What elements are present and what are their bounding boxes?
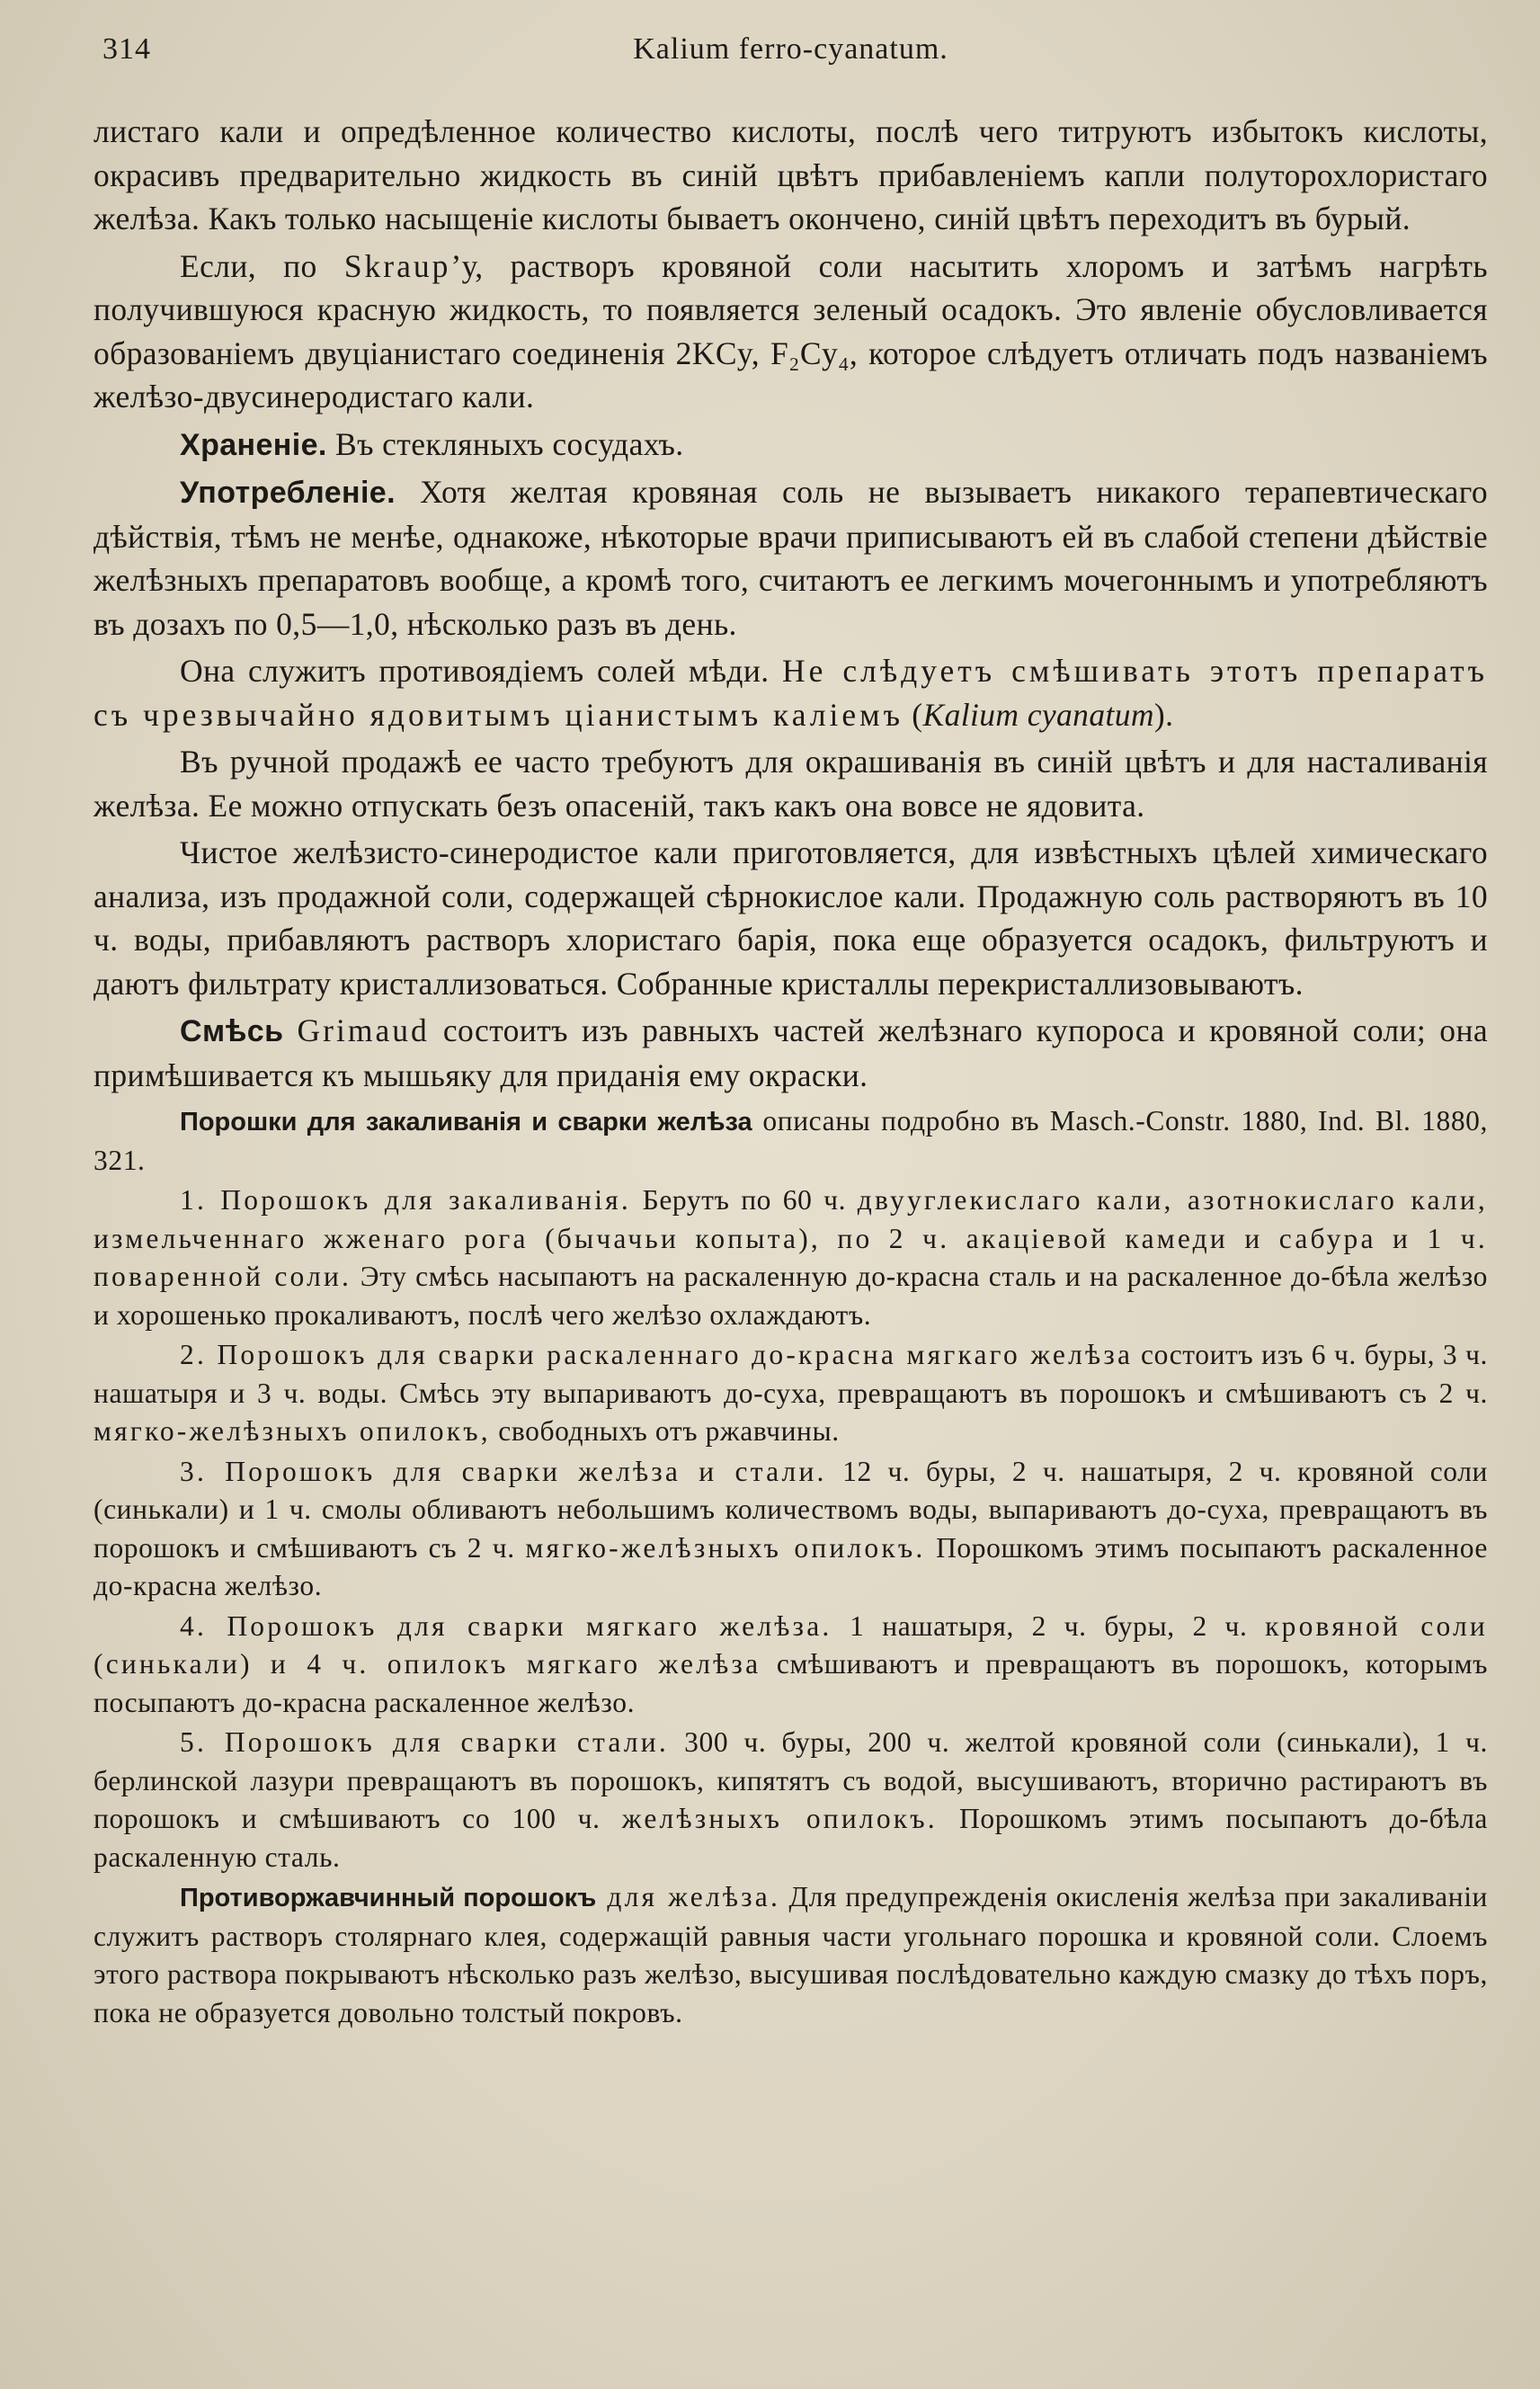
paragraph-pure-preparation: Чистое желѣзисто-синеродистое кали приготовляется, для извѣстныхъ цѣлей химическаго анализа, изъ продажной соли, содержащей сѣрнокислое кали. Продажную соль растворяютъ въ 10 ч. воды, прибавляютъ растворъ хлористаго барія, пока еще образуется осадокъ, фильтруютъ и даютъ фильтрату кристаллизоваться. Собранные кристаллы перекристаллизовываютъ. [93, 834, 1488, 1002]
recipe-1 [93, 1181, 1488, 1334]
text: Берутъ по 60 ч. [630, 1184, 858, 1216]
latin-name: Kalium cyanatum [922, 696, 1154, 733]
anti-rust-powder [93, 1878, 1488, 2032]
running-head [93, 25, 1488, 70]
text: ). [1153, 696, 1174, 733]
recipe-5 [93, 1724, 1488, 1876]
text: смѣшиваютъ и превращаютъ въ порошокъ, которымъ посыпаютъ до-красна раскаленное желѣзо. [93, 1648, 1488, 1718]
paragraph-use [93, 470, 1488, 646]
text: Хотя желтая кровяная соль не вызываетъ никакого терапевтическаго дѣйствія, тѣмъ не менѣе, однакоже, нѣкоторые врачи приписываютъ ей въ слабой степени дѣйствіе желѣзныхъ препаратовъ вообще, а кромѣ того, считаютъ ее легкимъ мочегоннымъ и употребляютъ въ дозахъ по 0,5—1,0, нѣсколько разъ въ день. [93, 474, 1488, 642]
text: ( [903, 696, 923, 733]
paragraph-titration: листаго кали и опредѣленное количество кислоты, послѣ чего титруютъ избытокъ кислоты, окрасивъ предварительно жидкость въ синій цвѣтъ прибавленіемъ капли полуторохлористаго желѣза. Какъ только насыщеніе кислоты бываетъ окончено, синій цвѣтъ переходитъ въ бурый. [93, 113, 1488, 236]
main-text [93, 110, 1488, 1097]
paragraph-antidote [93, 649, 1488, 736]
text-spaced: мягко-желѣзныхъ опилокъ, [93, 1415, 491, 1447]
section-label-mixture: Смѣсь [180, 1014, 284, 1048]
recipes-heading: Порошки для закаливанія и сварки желѣза [180, 1108, 752, 1137]
running-title: Kalium ferro-cyanatum. [633, 32, 948, 66]
recipe-title: 3. Порошокъ для сварки желѣза и стали. [180, 1455, 827, 1487]
text: Порошкомъ этимъ посыпаютъ до-бѣла раскаленную сталь. [93, 1803, 1488, 1873]
section-label-storage: Храненіе. [180, 427, 327, 462]
recipe-title: 1. Порошокъ для закаливанія. [180, 1184, 631, 1216]
recipe-title: 5. Порошокъ для сварки стали. [180, 1726, 669, 1758]
paragraph-skraup [93, 245, 1488, 419]
text-spaced: двууглекислаго кали, азотнокислаго кали, измельченнаго жженаго рога (бычачьи копыта), по 2 ч. акаціевой камеди и сабура и 1 ч. поваренной соли. [93, 1184, 1488, 1292]
text: Если, по [180, 247, 344, 284]
text: свободныхъ отъ ржавчины. [490, 1415, 840, 1447]
text-spaced: мягко-желѣзныхъ опилокъ. [525, 1531, 926, 1564]
author-name: Skraup [343, 247, 451, 284]
text: 1 нашатыря, 2 ч. буры, 2 ч. [832, 1609, 1266, 1642]
author-name: Grimaud [297, 1012, 430, 1048]
text: состоитъ изъ 6 ч. буры, 3 ч. нашатыря и 3 ч. воды. Смѣсь эту выпариваютъ до-суха, превращаютъ въ порошокъ и смѣшиваютъ съ 2 ч. [93, 1339, 1488, 1409]
text: Порошкомъ этимъ посыпаютъ раскаленное до-красна желѣзо. [93, 1531, 1489, 1601]
text: Она служитъ противоядіемъ солей мѣди. [180, 653, 782, 689]
text-spaced: желѣзныхъ опилокъ. [621, 1803, 938, 1834]
text-spaced: для желѣза. [596, 1881, 781, 1912]
recipe-title: 4. Порошокъ для сварки мягкаго желѣза. [180, 1609, 832, 1642]
warning-text: Не слѣдуетъ смѣшивать этотъ препаратъ съ чрезвычайно ядовитымъ ціанистымъ каліемъ [93, 653, 1488, 733]
section-label-use: Употребленіе. [180, 476, 396, 510]
text: состоитъ изъ равныхъ частей желѣзнаго купороса и кровяной соли; она примѣшивается къ мышьяку для приданія ему окраски. [93, 1012, 1489, 1093]
text: 300 ч. буры, 200 ч. желтой кровяной соли (синькали), 1 ч. берлинской лазури превращаютъ въ порошокъ, кипятятъ съ водой, высушиваютъ, вторично растираютъ въ порошокъ и смѣшиваютъ со 100 ч. [93, 1726, 1489, 1834]
paragraph-storage [93, 423, 1488, 468]
small-print-recipes [93, 1102, 1488, 2032]
text: Въ стекляныхъ сосудахъ. [326, 425, 684, 462]
recipes-intro [93, 1102, 1488, 1180]
text: описаны подробно въ Masch.-Constr. 1880, Ind. Bl. 1880, 321. [93, 1105, 1489, 1176]
anti-rust-heading: Противоржавчинный порошокъ [180, 1884, 597, 1912]
recipe-3 [93, 1453, 1488, 1606]
recipe-2 [93, 1336, 1488, 1451]
recipe-4 [93, 1608, 1488, 1723]
paragraph-grimaud [93, 1009, 1488, 1097]
text: Эту смѣсь насыпаютъ на раскаленную до-красна сталь и на раскаленное до-бѣла желѣзо и хорошенько прокаливаютъ, послѣ чего желѣзо охлаждаютъ. [93, 1261, 1488, 1331]
paragraph-retail: Въ ручной продажѣ ее часто требуютъ для окрашиванія въ синій цвѣтъ и для насталиванія желѣза. Ее можно отпускать безъ опасеній, такъ какъ она вовсе не ядовита. [93, 744, 1488, 824]
text-spaced: кровяной соли (синькали) и 4 ч. опилокъ мягкаго желѣза [93, 1609, 1488, 1680]
page-number: 314 [102, 32, 151, 66]
recipe-title: 2. Порошокъ для сварки раскаленнаго до-красна мягкаго желѣза [180, 1339, 1134, 1370]
text: Для предупрежденія окисленія желѣза при закаливаніи служитъ растворъ столярнаго клея, содержащій равныя части угольнаго порошка и кровяной соли. Слоемъ этого раствора покрываютъ нѣсколько разъ желѣзо, высушивая послѣдовательно каждую смазку до тѣхъ поръ, пока не образуется довольно толстый покровъ. [93, 1881, 1489, 2028]
text: ’у, растворъ кровяной соли насытить хлоромъ и затѣмъ нагрѣть получившуюся красную жидкость, то появляется зеленый осадокъ. Это явленіе обусловливается образованіемъ двуціанистаго соединенія 2KCy, F₂Cy₄, которое слѣдуетъ отличать подъ названіемъ желѣзо-двусинеродистаго кали. [93, 247, 1488, 415]
text: 12 ч. буры, 2 ч. нашатыря, 2 ч. кровяной соли (синькали) и 1 ч. смолы обливаютъ небольшимъ количествомъ воды, выпариваютъ до-суха, превращаютъ въ порошокъ и смѣшиваютъ съ 2 ч. [93, 1455, 1488, 1564]
